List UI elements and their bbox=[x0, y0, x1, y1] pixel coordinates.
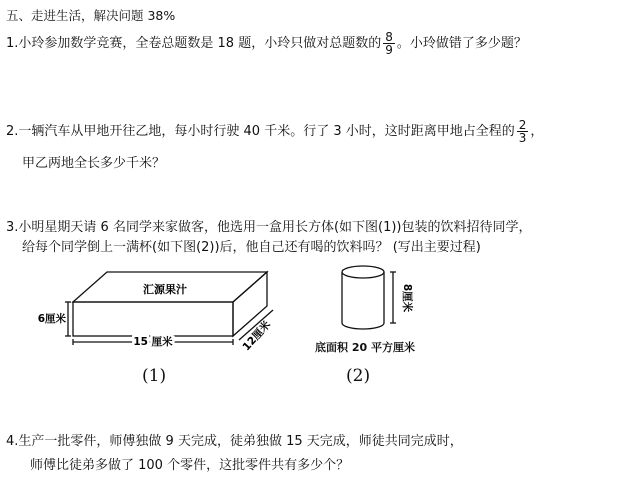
question-2-fraction: $\frac{2}{3}$ bbox=[518, 118, 527, 145]
question-4-line-2: 师傅比徒弟多做了 100 个零件，这批零件共有多少个？ bbox=[30, 458, 350, 473]
question-2-line-2: 甲乙两地全长多少千米？ bbox=[22, 156, 166, 171]
figure-2-caption: (2) bbox=[346, 366, 371, 386]
cylinder-top bbox=[342, 266, 384, 278]
box-label: 汇源果汁 bbox=[143, 283, 187, 296]
cylinder-height-label: 8厘米 bbox=[401, 283, 413, 313]
box-height-label: 6厘米 bbox=[37, 313, 66, 325]
question-1-text-before: 1.小玲参加数学竞赛，全卷总题数是 18 题，小玲只做对总题数的 bbox=[6, 36, 382, 51]
box-width-label: 12厘米 bbox=[240, 318, 274, 354]
question-1-fraction: $\frac{8}{9}$ bbox=[385, 30, 393, 57]
section-title: 五、走进生活，解决问题 38% bbox=[6, 8, 176, 23]
figure-1-caption: (1) bbox=[142, 366, 167, 386]
question-1-text-after: 。小玲做错了多少题？ bbox=[396, 36, 527, 51]
question-3-line-2: 给每个同学倒上一满杯(如下图(2))后，他自己还有喝的饮料吗？ (写出主要过程) bbox=[22, 240, 481, 255]
question-3-line-1: 3.小明星期天请 6 名同学来家做客，他选用一盒用长方体(如下图(1))包装的饮料招待同学， bbox=[6, 220, 532, 235]
cylinder-base-label: 底面积 20 平方厘米 bbox=[315, 341, 415, 354]
question-2 bbox=[6, 119, 543, 144]
question-1 bbox=[6, 31, 527, 56]
box-front-face bbox=[73, 302, 233, 336]
question-2-text-after: ， bbox=[530, 124, 544, 139]
question-2-text-before: 2.一辆汽车从甲地开往乙地，每小时行驶 40 千米。行了 3 小时，这时距离甲地占全程的 bbox=[6, 124, 515, 139]
question-4-line-1: 4.生产一批零件，师傅独做 9 天完成，徒弟独做 15 天完成，师徒共同完成时， bbox=[6, 434, 463, 449]
box-length-label: 15 厘米 bbox=[133, 336, 173, 348]
cylinder-bottom bbox=[342, 323, 384, 329]
